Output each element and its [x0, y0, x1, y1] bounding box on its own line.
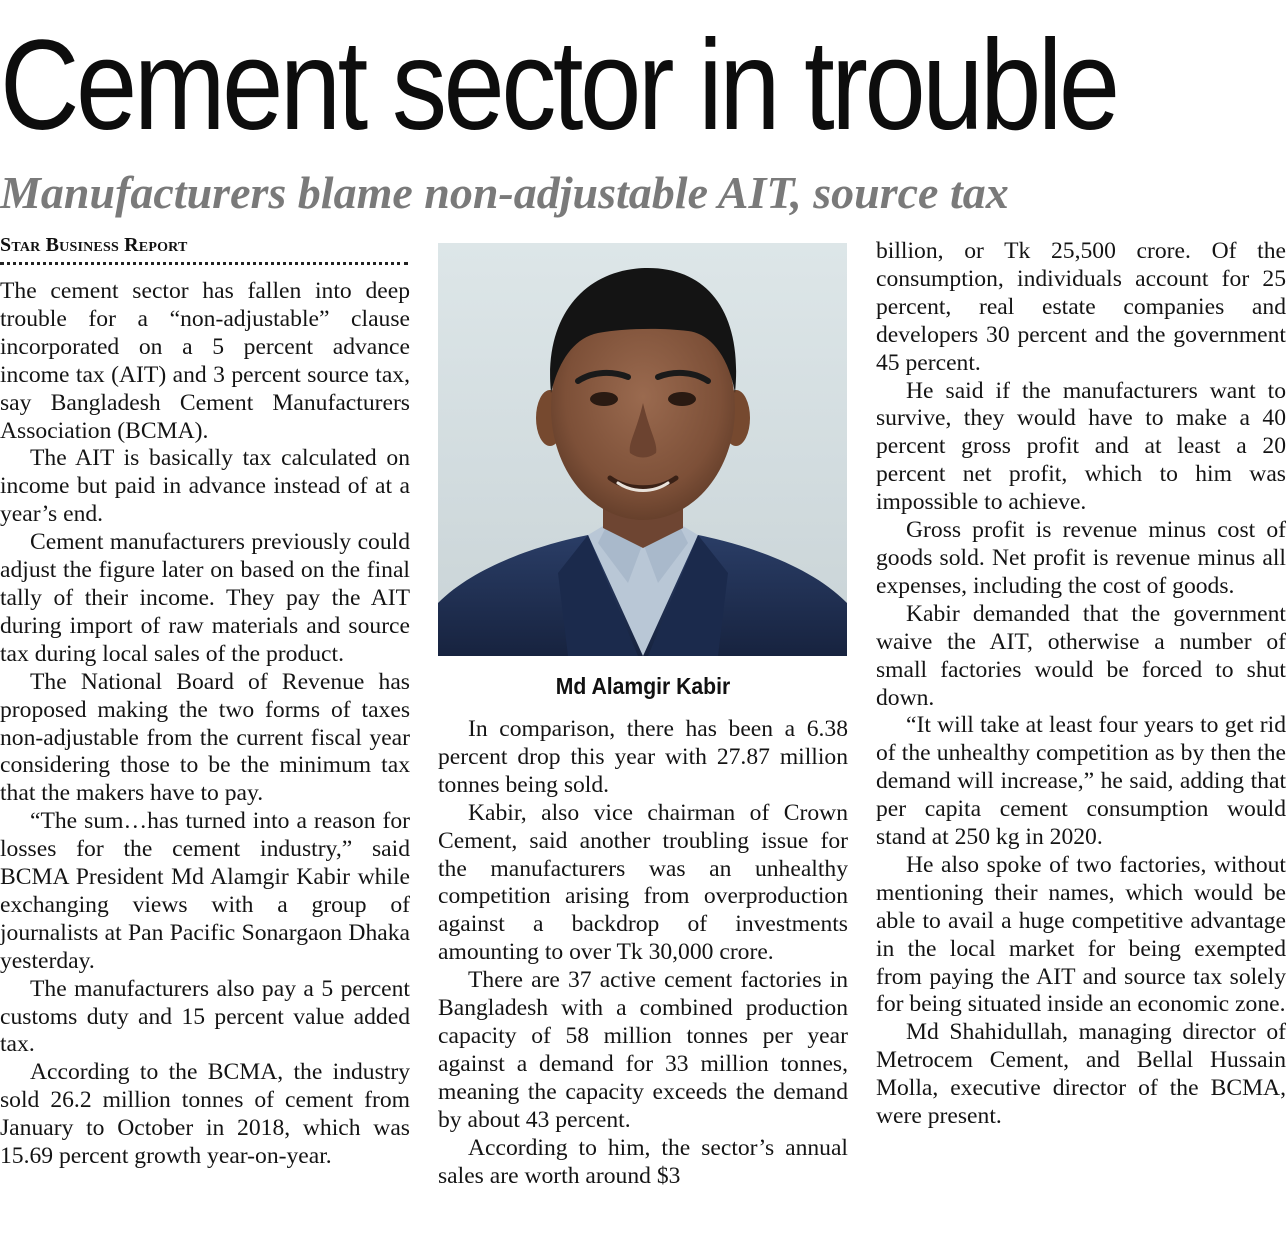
- headline: Cement sector in trouble: [0, 14, 1117, 157]
- article-column-2: [438, 716, 848, 1190]
- paragraph: “It will take at least four years to get rid of the unhealthy competition as by then the demand will increase,” he said, adding that per capita cement consumption would stand at 250 kg in 2020.: [876, 712, 1286, 851]
- paragraph: He said if the manufacturers want to survive, they would have to make a 40 percent gross profit and at least a 20 percent net profit, which to him was impossible to achieve.: [876, 377, 1286, 516]
- paragraph: Kabir demanded that the government waive the AIT, otherwise a number of small factories would be forced to shut down.: [876, 600, 1286, 711]
- photo-caption: Md Alamgir Kabir: [555, 673, 731, 699]
- subheadline: Manufacturers blame non-adjustable AIT, source tax: [0, 167, 1009, 218]
- portrait-illustration: [438, 243, 847, 656]
- paragraph: According to him, the sector’s annual sales are worth around $3: [438, 1134, 848, 1189]
- article-column-3: [876, 238, 1286, 1131]
- paragraph: Cement manufacturers previously could adjust the figure later on based on the final tally of their income. They pay the AIT during import of raw materials and source tax during local sales of the product.: [0, 529, 410, 667]
- paragraph: The National Board of Revenue has proposed making the two forms of taxes non-adjustable from the current fiscal year considering those to be the minimum tax that the makers have to pay.: [0, 668, 410, 807]
- paragraph: He also spoke of two factories, without mentioning their names, which would be able to avail a huge competitive advantage in the local market for being exempted from paying the AIT and source tax solely for being situated inside an economic zone.: [876, 851, 1286, 1018]
- article-column-1: [0, 278, 410, 1171]
- paragraph: Gross profit is revenue minus cost of goods sold. Net profit is revenue minus all expenses, including the cost of goods.: [876, 517, 1286, 599]
- paragraph: There are 37 active cement factories in Bangladesh with a combined production capacity of 58 million tonnes per year against a demand for 33 million tonnes, meaning the capacity exceeds the demand by about 43 percent.: [438, 967, 848, 1133]
- paragraph: Kabir, also vice chairman of Crown Cement, said another troubling issue for the manufacturers was an unhealthy competition arising from overproduction against a backdrop of investments amounting to over Tk 30,000 crore.: [438, 799, 848, 966]
- paragraph: billion, or Tk 25,500 crore. Of the consumption, individuals account for 25 percent, real estate companies and developers 30 percent and the government 45 percent.: [876, 238, 1286, 376]
- byline: Star Business Report: [0, 234, 188, 256]
- paragraph: The manufacturers also pay a 5 percent customs duty and 15 percent value added tax.: [0, 975, 410, 1058]
- portrait-photo: [438, 243, 847, 656]
- paragraph: “The sum…has turned into a reason for losses for the cement industry,” said BCMA President Md Alamgir Kabir while exchanging views with a group of journalists at Pan Pacific Sonargaon Dhaka yesterday.: [0, 808, 410, 974]
- paragraph: The AIT is basically tax calculated on income but paid in advance instead of at a year’s end.: [0, 445, 410, 528]
- paragraph: According to the BCMA, the industry sold 26.2 million tonnes of cement from January to October in 2018, which was 15.69 percent growth year-on-year.: [0, 1059, 410, 1170]
- paragraph: Md Shahidullah, managing director of Metrocem Cement, and Bellal Hussain Molla, executive director of the BCMA, were present.: [876, 1019, 1286, 1130]
- paragraph: In comparison, there has been a 6.38 percent drop this year with 27.87 million tonnes being sold.: [438, 716, 848, 798]
- paragraph: The cement sector has fallen into deep trouble for a “non-adjustable” clause incorporated on a 5 percent advance income tax (AIT) and 3 percent source tax, say Bangladesh Cement Manufacturers Association (BCMA).: [0, 278, 410, 444]
- byline-divider: [0, 262, 408, 265]
